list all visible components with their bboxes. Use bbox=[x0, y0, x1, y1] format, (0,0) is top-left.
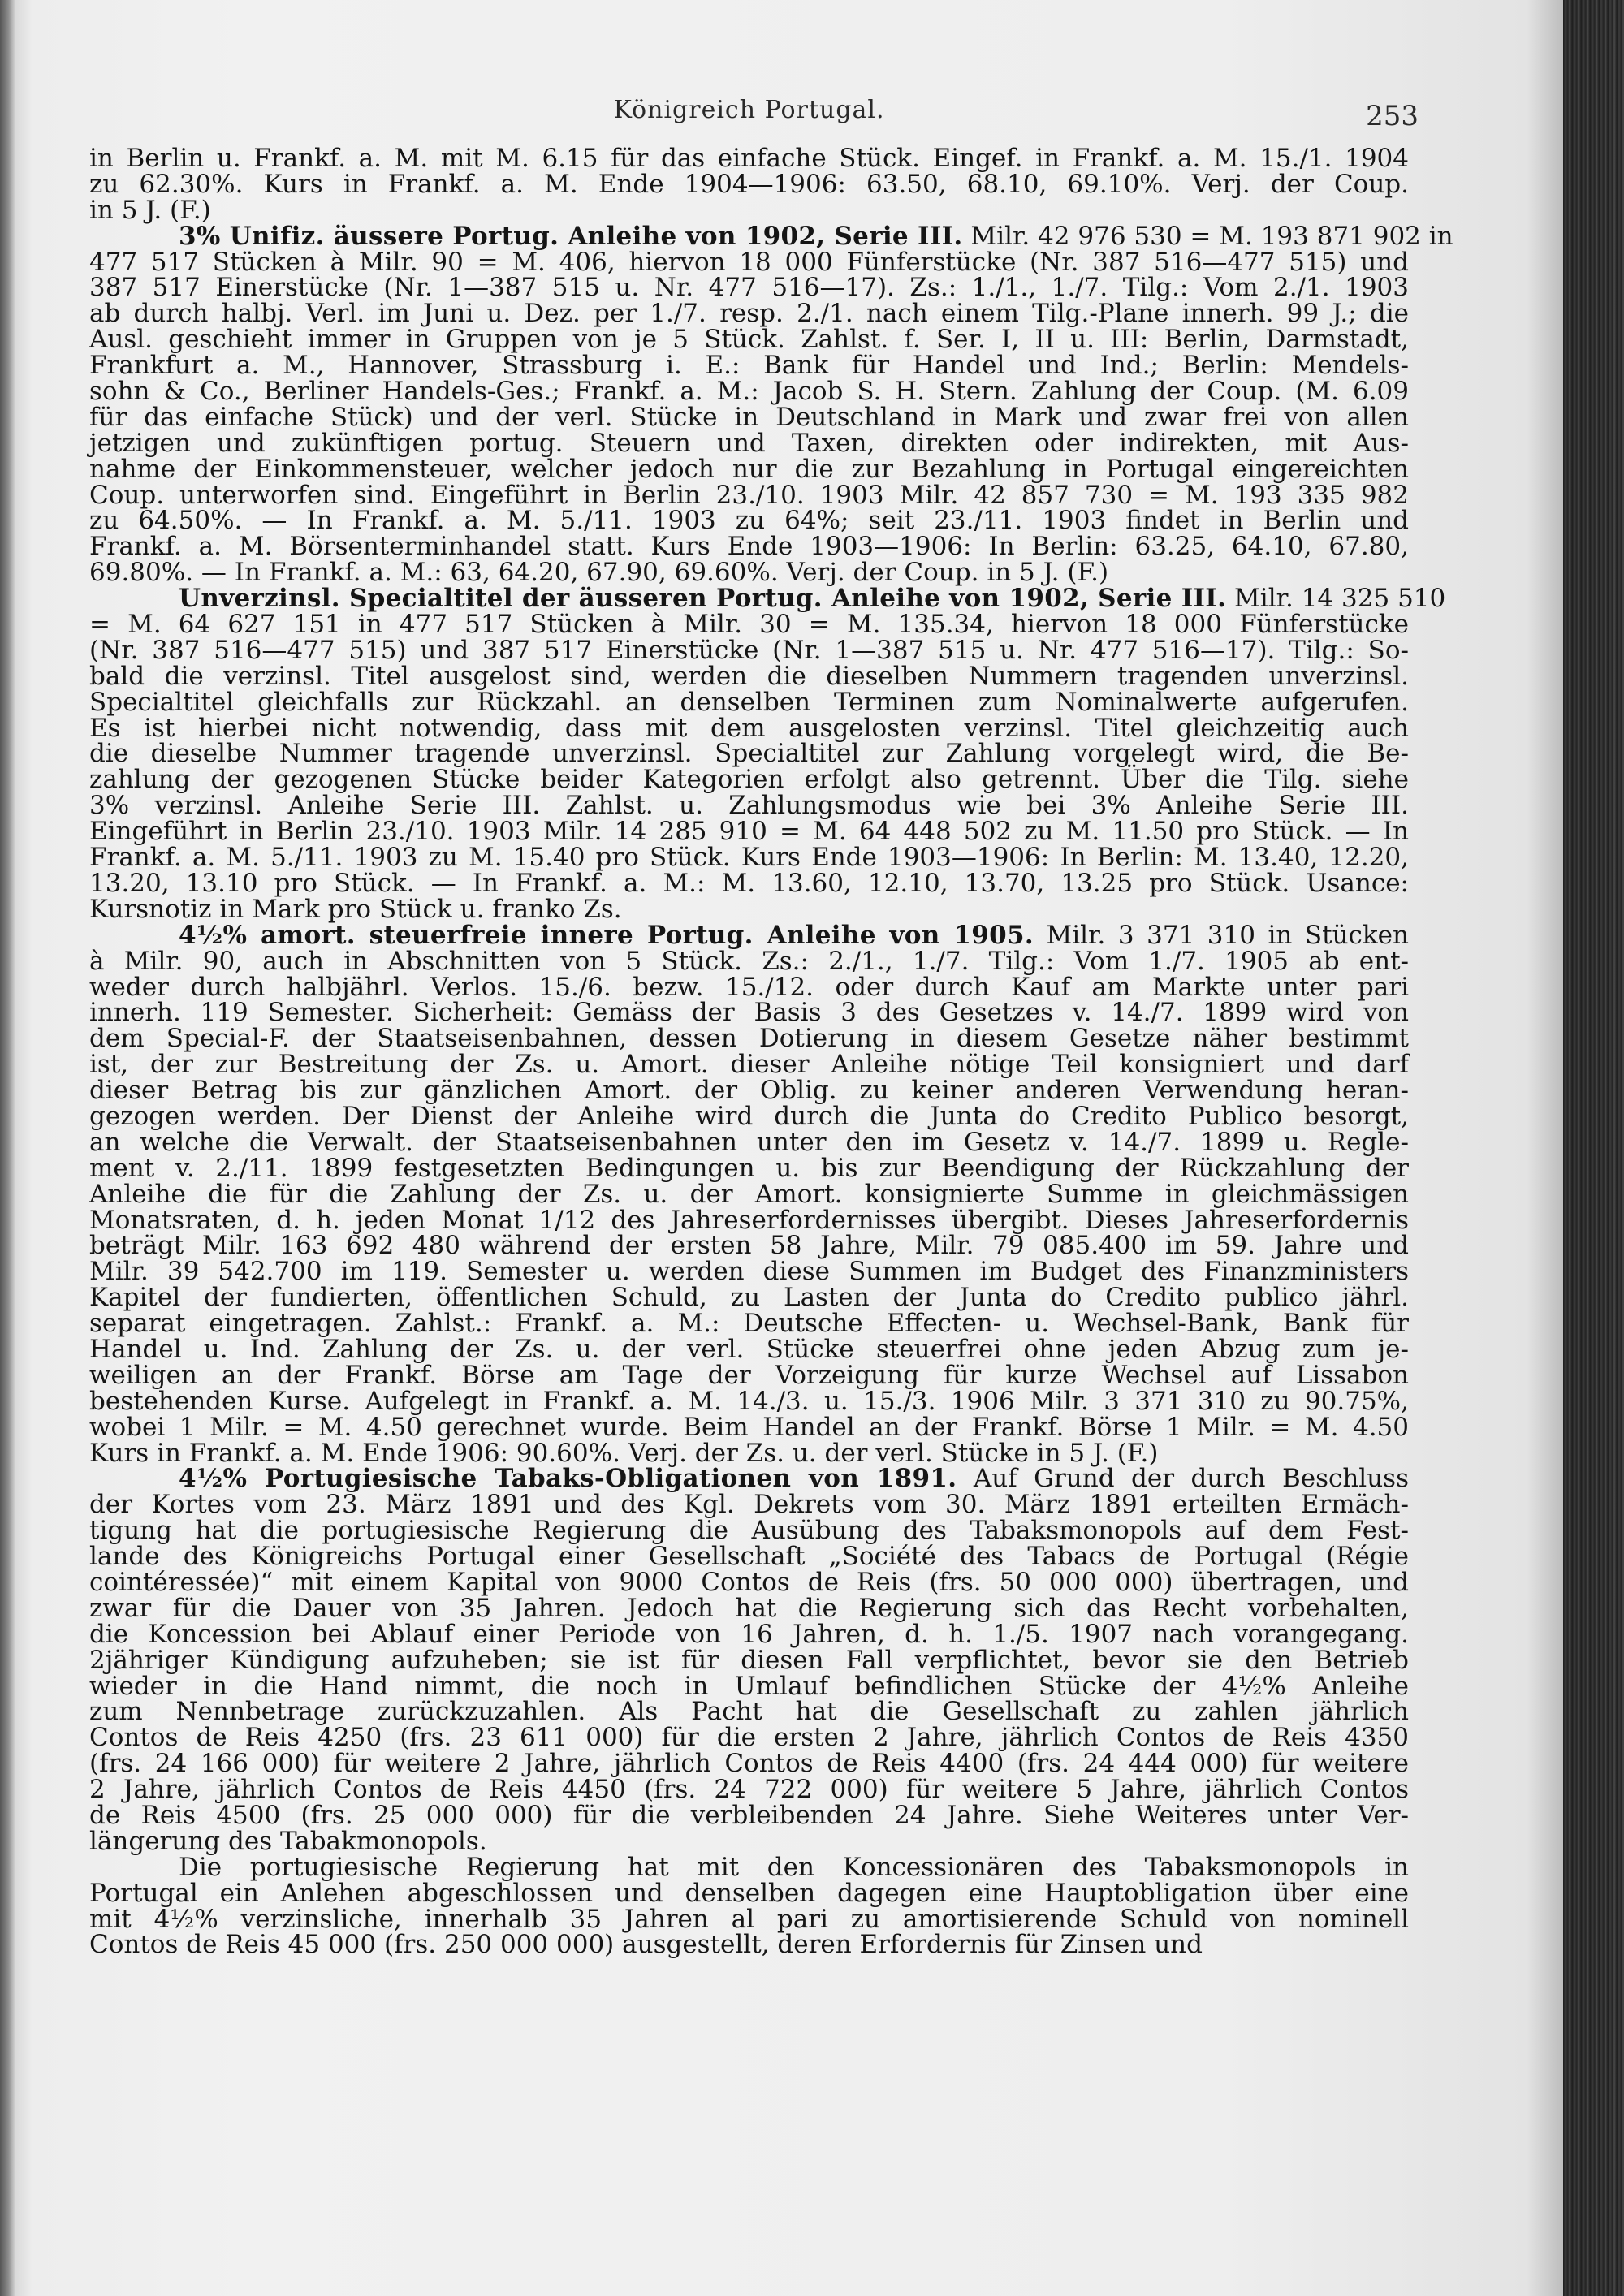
text-line: cointéressée)“ mit einem Kapital von 9000 Contos de Reis (frs. 50 000 000) übertragen, und bbox=[89, 1567, 1409, 1597]
text-line: Coup. unterworfen sind. Eingeführt in Berlin 23./10. 1903 Milr. 42 857 730 = M. 193 335 982 bbox=[89, 480, 1409, 510]
text-line bbox=[89, 221, 1453, 251]
text-line: jetzigen und zukünftigen portug. Steuern und Taxen, direkten oder indirekten, mit Aus- bbox=[89, 428, 1409, 458]
text-line: Frankfurt a. M., Hannover, Strassburg i. E.: Bank für Handel und Ind.; Berlin: Mendels- bbox=[89, 351, 1409, 381]
text-line: innerh. 119 Semester. Sicherheit: Gemäss der Basis 3 des Gesetzes v. 14./7. 1899 wird von bbox=[89, 998, 1409, 1028]
text-line: dem Special-F. der Staatseisenbahnen, dessen Dotierung in diesem Gesetze näher bestimmt bbox=[89, 1024, 1409, 1054]
text-line: lande des Königreichs Portugal einer Gesellschaft „Société des Tabacs de Portugal (Régie bbox=[89, 1542, 1409, 1572]
text-line: Eingeführt in Berlin 23./10. 1903 Milr. 14 285 910 = M. 64 448 502 zu M. 11.50 pro Stück. — In bbox=[89, 817, 1409, 847]
section-heading: 4½% amort. steuerfreie innere Portug. Anleihe von 1905. bbox=[179, 920, 1034, 950]
text-line: mit 4½% verzinsliche, innerhalb 35 Jahren al pari zu amortisierende Schuld von nominell bbox=[89, 1904, 1409, 1934]
text-line: ab durch halbj. Verl. im Juni u. Dez. per 1./7. resp. 2./1. nach einem Tilg.-Plane innerh. 99 J.; die bbox=[89, 299, 1409, 329]
text-line: wobei 1 Milr. = M. 4.50 gerechnet wurde. Beim Handel an der Frankf. Börse 1 Milr. = M. 4.50 bbox=[89, 1412, 1409, 1442]
text-line: zwar für die Dauer von 35 Jahren. Jedoch hat die Regierung sich das Recht vorbehalten, bbox=[89, 1593, 1409, 1623]
text-line: 387 517 Einerstücke (Nr. 1—387 515 u. Nr. 477 516—17). Zs.: 1./1., 1./7. Tilg.: Vom 2./1. 1903 bbox=[89, 273, 1409, 303]
text-line: der Kortes vom 23. März 1891 und des Kgl. Dekrets vom 30. März 1891 erteilten Ermäch- bbox=[89, 1490, 1409, 1520]
book-spine bbox=[1563, 0, 1624, 2296]
text-line: Handel u. Ind. Zahlung der Zs. u. der verl. Stücke steuerfrei ohne jeden Abzug zum je- bbox=[89, 1334, 1409, 1364]
text-line bbox=[89, 1466, 1409, 1492]
text-line: 69.80%. — In Frankf. a. M.: 63, 64.20, 67.90, 69.60%. Verj. der Coup. in 5 J. (F.) bbox=[89, 558, 1109, 588]
text-line: Specialtitel gleichfalls zur Rückzahl. an denselben Terminen zum Nominalwerte aufgerufen. bbox=[89, 687, 1409, 717]
text-line: (Nr. 387 516—477 515) und 387 517 Einerstücke (Nr. 1—387 515 u. Nr. 477 516—17). Tilg.: So- bbox=[89, 635, 1409, 665]
paragraph bbox=[89, 584, 1446, 924]
text-line: weder durch halbjährl. Verlos. 15./6. bezw. 15./12. oder durch Kauf am Markte unter pari bbox=[89, 972, 1409, 1002]
text-line: dieser Betrag bis zur gänzlichen Amort. der Oblig. zu keiner anderen Verwendung heran- bbox=[89, 1076, 1409, 1106]
text-line bbox=[89, 584, 1446, 614]
text-line: beträgt Milr. 163 692 480 während der ersten 58 Jahre, Milr. 79 085.400 im 59. Jahre und bbox=[89, 1231, 1409, 1261]
section-heading: 3% Unifiz. äussere Portug. Anleihe von 1902, Serie III. bbox=[179, 221, 963, 251]
line-text: Milr. 14 325 510 bbox=[1234, 584, 1446, 614]
text-line: für das einfache Stück) und der verl. Stücke in Deutschland in Mark und zwar frei von allen bbox=[89, 402, 1409, 432]
text-line: ment v. 2./11. 1899 festgesetzten Bedingungen u. bis zur Beendigung der Rückzahlung der bbox=[89, 1153, 1409, 1183]
text-line: Monatsraten, d. h. jeden Monat 1/12 des Jahreserfordernisses übergibt. Dieses Jahreserfordernis bbox=[89, 1205, 1409, 1235]
document-page bbox=[89, 81, 1453, 1960]
text-line: Frankf. a. M. 5./11. 1903 zu M. 15.40 pro Stück. Kurs Ende 1903—1906: In Berlin: M. 13.40, 12.20, bbox=[89, 843, 1409, 873]
text-line: nahme der Einkommensteuer, welcher jedoch nur die zur Bezahlung in Portugal eingereichten bbox=[89, 454, 1409, 484]
paragraph bbox=[89, 221, 1453, 588]
body-text bbox=[89, 144, 1453, 1960]
text-line: zu 64.50%. — In Frankf. a. M. 5./11. 1903 zu 64%; seit 23./11. 1903 findet in Berlin und bbox=[89, 506, 1409, 536]
text-line: tigung hat die portugiesische Regierung die Ausübung des Tabaksmonopols auf dem Fest- bbox=[89, 1516, 1409, 1546]
text-line: à Milr. 90, auch in Abschnitten von 5 Stück. Zs.: 2./1., 1./7. Tilg.: Vom 1./7. 1905 ab ent- bbox=[89, 946, 1409, 976]
text-line: Portugal ein Anlehen abgeschlossen und denselben dagegen eine Hauptobligation über eine bbox=[89, 1878, 1409, 1908]
text-line: in Berlin u. Frankf. a. M. mit M. 6.15 für das einfache Stück. Eingef. in Frankf. a. M. 15./1. 1904 bbox=[89, 144, 1409, 173]
text-line: bald die verzinsl. Titel ausgelost sind, werden die dieselben Nummern tragenden unverzinsl. bbox=[89, 661, 1409, 691]
text-line: gezogen werden. Der Dienst der Anleihe wird durch die Junta do Credito Publico besorgt, bbox=[89, 1101, 1409, 1131]
line-text: Milr. 42 976 530 = M. 193 871 902 in bbox=[970, 221, 1453, 251]
text-line: zahlung der gezogenen Stücke beider Kategorien erfolgt also getrennt. Über die Tilg. siehe bbox=[89, 765, 1409, 795]
text-line: 477 517 Stücken à Milr. 90 = M. 406, hiervon 18 000 Fünferstücke (Nr. 387 516—477 515) und bbox=[89, 247, 1409, 277]
section-heading: Unverzinsl. Specialtitel der äusseren Portug. Anleihe von 1902, Serie III. bbox=[179, 584, 1227, 614]
text-line: zum Nennbetrage zurückzuzahlen. Als Pacht hat die Gesellschaft zu zahlen jährlich bbox=[89, 1697, 1409, 1727]
text-line: 2jähriger Kündigung aufzuheben; sie ist für diesen Fall verpflichtet, bevor sie den Betrieb bbox=[89, 1645, 1409, 1675]
text-line: = M. 64 627 151 in 477 517 Stücken à Milr. 30 = M. 135.34, hiervon 18 000 Fünferstücke bbox=[89, 610, 1409, 640]
paragraph bbox=[89, 1852, 1409, 1960]
line-text: Milr. 3 371 310 in Stücken bbox=[1046, 920, 1409, 950]
page-left-edge bbox=[0, 0, 15, 2296]
text-line: Die portugiesische Regierung hat mit den Koncessionären des Tabaksmonopols in bbox=[179, 1852, 1409, 1882]
text-line: (frs. 24 166 000) für weitere 2 Jahre, jährlich Contos de Reis 4400 (frs. 24 444 000) für weitere bbox=[89, 1749, 1409, 1779]
text-line: ist, der zur Bestreitung der Zs. u. Amort. dieser Anleihe nötige Teil konsigniert und darf bbox=[89, 1050, 1409, 1080]
paragraph bbox=[89, 1466, 1409, 1854]
text-line: 2 Jahre, jährlich Contos de Reis 4450 (frs. 24 722 000) für weitere 5 Jahre, jährlich Contos bbox=[89, 1775, 1409, 1805]
text-line: 3% verzinsl. Anleihe Serie III. Zahlst. u. Zahlungsmodus wie bei 3% Anleihe Serie III. bbox=[89, 791, 1409, 821]
text-line: die dieselbe Nummer tragende unverzinsl. Specialtitel zur Zahlung vorgelegt wird, die Be- bbox=[89, 739, 1409, 769]
text-line: weiligen an der Frankf. Börse am Tage der Vorzeigung für kurze Wechsel auf Lissabon bbox=[89, 1360, 1409, 1390]
header-title: Königreich Portugal. bbox=[613, 96, 885, 124]
text-line: Kurs in Frankf. a. M. Ende 1906: 90.60%. Verj. der Zs. u. der verl. Stücke in 5 J. (F.) bbox=[89, 1438, 1159, 1468]
line-text: Auf Grund der durch Beschluss bbox=[973, 1464, 1409, 1494]
text-line: sohn & Co., Berliner Handels-Ges.; Frankf. a. M.: Jacob S. H. Stern. Zahlung der Coup. (M. 6.09 bbox=[89, 377, 1409, 407]
text-line: Kursnotiz in Mark pro Stück u. franko Zs. bbox=[89, 894, 622, 924]
section-heading: 4½% Portugiesische Tabaks-Obligationen von 1891. bbox=[179, 1464, 957, 1494]
text-line: Contos de Reis 45 000 (frs. 250 000 000) ausgestellt, deren Erfordernis für Zinsen und bbox=[89, 1930, 1203, 1960]
text-line: Es ist hierbei nicht notwendig, dass mit dem ausgelosten verzinsl. Titel gleichzeitig auch bbox=[89, 713, 1409, 743]
text-line: die Koncession bei Ablauf einer Periode von 16 Jahren, d. h. 1./5. 1907 nach vorangegang. bbox=[89, 1619, 1409, 1649]
text-line: wieder in die Hand nimmt, die noch in Umlauf befindlichen Stücke der 4½% Anleihe bbox=[89, 1671, 1409, 1701]
text-line: Contos de Reis 4250 (frs. 23 611 000) für die ersten 2 Jahre, jährlich Contos de Reis 4350 bbox=[89, 1723, 1409, 1753]
text-line: Ausl. geschieht immer in Gruppen von je 5 Stück. Zahlst. f. Ser. I, II u. III: Berlin, Darmstadt, bbox=[89, 325, 1409, 355]
text-line: an welche die Verwalt. der Staatseisenbahnen unter den im Gesetz v. 14./7. 1899 u. Regle- bbox=[89, 1127, 1409, 1157]
text-line: Milr. 39 542.700 im 119. Semester u. werden diese Summen im Budget des Finanzministers bbox=[89, 1257, 1409, 1287]
text-line: Kapitel der fundierten, öffentlichen Schuld, zu Lasten der Junta do Credito publico jährl. bbox=[89, 1283, 1409, 1313]
running-header bbox=[89, 81, 1419, 138]
text-line: Frankf. a. M. Börsenterminhandel statt. Kurs Ende 1903—1906: In Berlin: 63.25, 64.10, 67.80, bbox=[89, 532, 1409, 562]
page-number: 253 bbox=[1366, 100, 1419, 132]
paragraph bbox=[89, 146, 1409, 224]
text-line: längerung des Tabakmonopols. bbox=[89, 1826, 487, 1856]
text-line: zu 62.30%. Kurs in Frankf. a. M. Ende 1904—1906: 63.50, 68.10, 69.10%. Verj. der Coup. bbox=[89, 169, 1409, 199]
text-line: 13.20, 13.10 pro Stück. — In Frankf. a. M.: M. 13.60, 12.10, 13.70, 13.25 pro Stück. Usance: bbox=[89, 868, 1409, 898]
text-line: separat eingetragen. Zahlst.: Frankf. a. M.: Deutsche Effecten- u. Wechsel-Bank, Bank für bbox=[89, 1309, 1409, 1339]
text-line bbox=[89, 920, 1409, 950]
text-line: bestehenden Kurse. Aufgelegt in Frankf. a. M. 14./3. u. 15./3. 1906 Milr. 3 371 310 zu 90.75%, bbox=[89, 1386, 1409, 1416]
text-line: in 5 J. (F.) bbox=[89, 195, 211, 225]
text-line: de Reis 4500 (frs. 25 000 000) für die verbleibenden 24 Jahre. Siehe Weiteres unter Ver- bbox=[89, 1801, 1409, 1830]
text-line: Anleihe die für die Zahlung der Zs. u. der Amort. konsignierte Summe in gleichmässigen bbox=[89, 1179, 1409, 1209]
paragraph bbox=[89, 920, 1409, 1468]
